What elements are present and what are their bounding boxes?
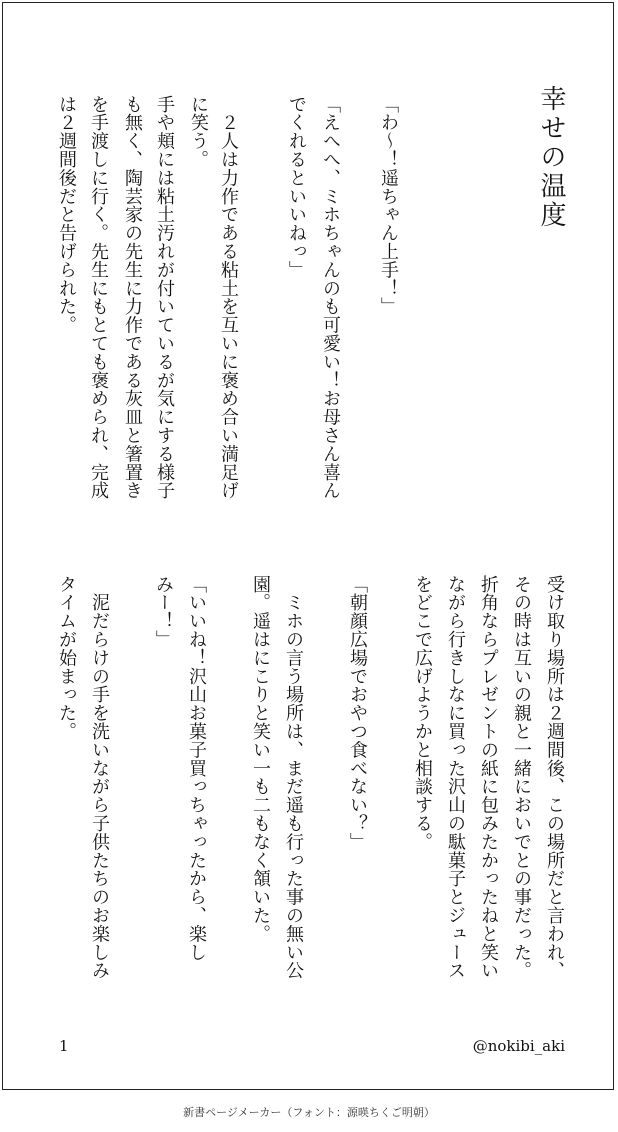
- text-column: をどこで広げようかと相談する。: [412, 575, 433, 851]
- text-column: に笑う。: [188, 95, 209, 169]
- generator-credit: 新書ページメーカー（フォント：源暎ちくご明朝）: [183, 1106, 435, 1119]
- text-column: を手渡しに行く。先生にもとても褒められ、完成: [88, 95, 109, 500]
- text-column: 園。遥はにこりと笑い一も二もなく頷いた。: [250, 575, 271, 943]
- text-column: タイムが始まった。: [56, 575, 77, 741]
- text-column: 受け取り場所は２週間後、この場所だと言われ、: [544, 575, 565, 980]
- book-page: [2, 2, 614, 1090]
- text-column: 折角ならプレゼントの紙に包みたかったねと笑い: [478, 575, 499, 980]
- text-column: その時は互いの親と一緒においでとの事だった。: [511, 575, 532, 980]
- text-column: 「いいね！沢山お菓子買っちゃったから、楽し: [186, 575, 207, 962]
- text-column: 泥だらけの手を洗いながら子供たちのお楽しみ: [89, 575, 110, 980]
- text-column: ながら行きしなに買った沢山の駄菓子とジュース: [445, 575, 466, 980]
- text-column: 「朝顔広場でおやつ食べない？」: [347, 575, 368, 851]
- text-column: 手や頬には粘土汚れが付いているが気にする様子: [154, 95, 175, 500]
- page-title: 幸せの温度: [536, 85, 566, 230]
- author-handle: @nokibi_aki: [472, 1037, 565, 1055]
- text-column: ２人は力作である粘土を互いに褒め合い満足げ: [218, 95, 239, 500]
- text-column: ミホの言う場所は、まだ遥も行った事の無い公: [283, 575, 304, 980]
- text-column: は２週間後だと告げられた。: [56, 95, 77, 335]
- text-column: 「わ〜！遥ちゃん上手！」: [378, 95, 399, 316]
- page-number: 1: [59, 1037, 69, 1055]
- text-column: も無く、陶芸家の先生に力作である灰皿と箸置き: [122, 95, 143, 500]
- text-column: みー！」: [153, 575, 174, 649]
- text-column: 「えへへ、ミホちゃんのも可愛い！お母さん喜ん: [320, 95, 341, 500]
- text-column: でくれるといいねっ」: [286, 95, 307, 279]
